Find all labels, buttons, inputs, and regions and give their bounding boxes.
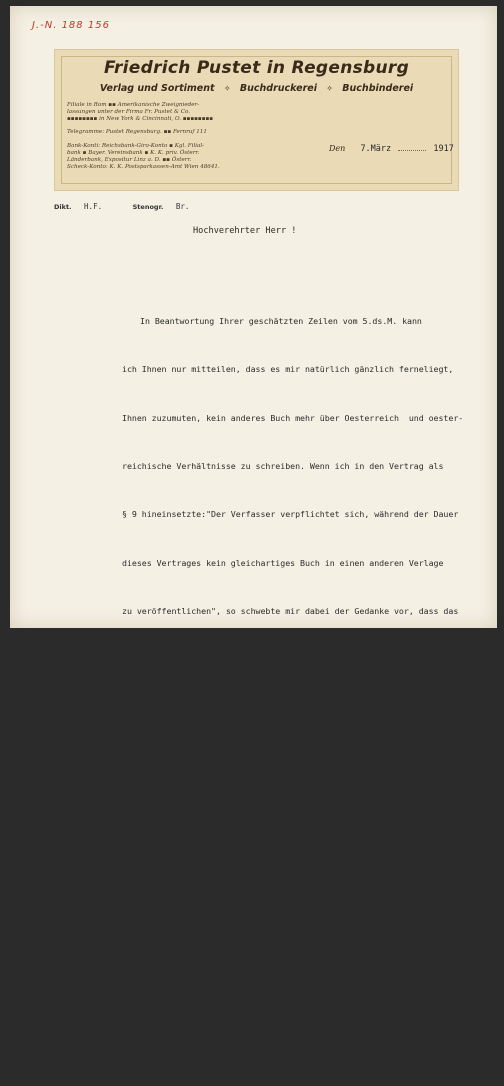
branch-info: [67, 102, 217, 123]
subtitle-part: Buchbinderei: [342, 83, 414, 94]
bank-line: Bank-Konti: Reichsbank-Giro-Konto ▪ Kgl. Filial-: [67, 143, 205, 149]
body-line: reichische Verhältnisse zu schreiben. Wenn ich in den Vertrag als: [122, 461, 444, 472]
dictation-value: H.F.: [84, 202, 103, 211]
letter-page: [10, 6, 497, 1051]
branch-line: lassungen unter der Firma Fr. Pustet & Co.: [67, 109, 191, 115]
letter-body: [122, 281, 488, 1086]
salutation: Hochverehrter Herr !: [193, 226, 297, 236]
telegram-info: Telegramme: Pustet Regensburg. ▪▪ Fernruf 111: [67, 129, 207, 135]
dictation-label: Dikt.: [54, 203, 72, 211]
date-year: 1917: [433, 144, 454, 154]
body-line: dieses Vertrages kein gleichartiges Buch in einen anderen Verlage: [122, 557, 444, 568]
body-line: In Beantwortung Ihrer geschätzten Zeilen vom 5.ds.M. kann: [140, 316, 422, 327]
body-line: zu veröffentlichen", so schwebte mir dabei der Gedanke vor, dass das: [122, 605, 459, 616]
letterhead: [54, 49, 459, 191]
subtitle-part: Verlag und Sortiment: [99, 83, 215, 94]
bank-line: Länderbank, Expositur Linz a. D. ▪▪ Österr.: [67, 157, 192, 163]
date-value: 7.März: [360, 144, 392, 154]
body-line: in den von Ihnen aufgeführten Werken tun. Der spezielle Charakter des: [122, 943, 464, 954]
separator-icon: ✧: [326, 84, 333, 93]
subtitle-part: Buchdruckerei: [239, 83, 317, 94]
bank-info: [67, 143, 237, 171]
archive-reference: J.-N. 188 156: [32, 20, 110, 31]
separator-icon: ✧: [223, 84, 231, 93]
stenographer-value: Br.: [175, 202, 190, 211]
body-line: § 9 hineinsetzte:"Der Verfasser verpflichtet sich, während der Dauer: [122, 509, 459, 520]
body-line: Verleger ausgeschaltet bleiben müsse. Unbenommen bliebe es Ihnen natür-: [122, 799, 474, 809]
body-line: dafür vorgeschlagenen Titel "Oesterreichs Wiedergeburt" (religiöse,: [122, 1040, 454, 1051]
body-line: lich, das so vielgestaltige österreichische Problem in weiteren Schrif-: [122, 847, 474, 858]
bank-line: Scheck-Konto: K. K. Postsparkassen-Amt Wien 48641.: [67, 164, 220, 170]
date-dotted-rule: [398, 150, 426, 151]
body-line: ich Ihnen nur mitteilen, dass es mir natürlich gänzlich ferneliegt,: [122, 364, 454, 375]
branch-line: ▪▪▪▪▪▪▪▪ in New York & Cincinnati, O. ▪▪▪▪▪▪▪▪: [67, 116, 214, 122]
dictation-line: [54, 202, 189, 211]
body-line: dass ein gleichartiges Konkurrensbüchlein im Interesse von Buch und: [122, 750, 454, 761]
company-title: Friedrich Pustet in Regensburg: [103, 58, 410, 78]
body-line: für meine Sammlung bestimmten Büchleins dürfte hinreichend durch den: [122, 992, 459, 1003]
company-subtitle: [55, 83, 458, 94]
body-line: seiner Idee, Anlage und Ausführung nach so eigenartig ausfallen würde,: [122, 702, 474, 713]
stenographer-label: Stenogr.: [132, 203, 164, 211]
date-label: Den: [329, 144, 346, 153]
branch-line: Filiale in Rom ▪▪ Amerikanische Zweignieder-: [67, 102, 200, 108]
body-line: ten jeweils von immer neuer Seite zu behandeln, wie Sie das offenbar: [122, 895, 459, 906]
bank-line: bank ▪ Bayer. Vereinsbank ▪ K. K. priv. Österr.: [67, 150, 200, 156]
body-line: von Ihnen für meine "Bücher der Zeit" zu schreibende Bändchen eben: [122, 654, 449, 665]
body-line: Ihnen zuzumuten, kein anderes Buch mehr über Oesterreich und oester-: [122, 412, 464, 423]
date-line: [329, 144, 454, 154]
